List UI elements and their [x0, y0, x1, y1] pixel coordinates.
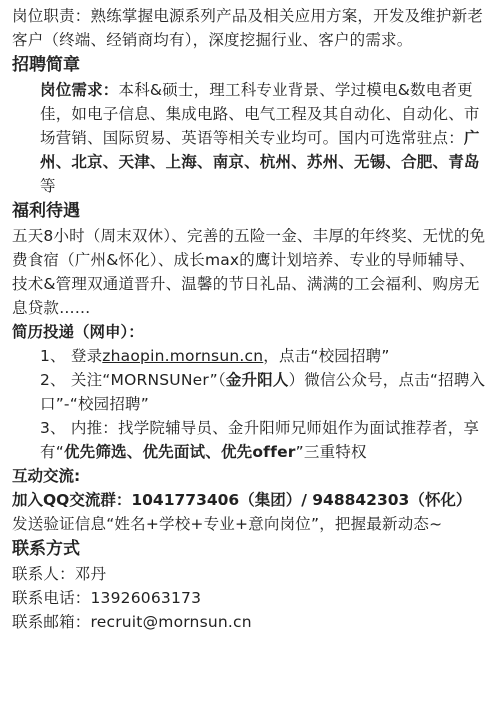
job-duty-paragraph	[12, 4, 489, 52]
requirement-paragraph	[12, 78, 489, 198]
contact-person: 联系人：邓丹	[12, 565, 107, 583]
verify-line: 发送验证信息“姓名+学校+专业+意向岗位”，把握最新动态~	[12, 515, 443, 533]
apply-item-1-prefix: 1、 登录	[40, 347, 103, 365]
apply-item-1-suffix: ，点击“校园招聘”	[263, 347, 390, 365]
qq-group-line: 加入QQ交流群：1041773406（集团）/ 948842303（怀化）	[12, 491, 472, 509]
contact-email: 联系邮箱：recruit@mornsun.cn	[12, 613, 252, 631]
recruitment-document	[0, 4, 499, 713]
city-list-suffix: 等	[40, 177, 56, 195]
apply-item-3-prefix: 3、 内推：找学院辅导员、金升阳师兄师姐作为面试推荐者，享有“	[40, 419, 480, 461]
contact-heading: 联系方式	[12, 539, 80, 559]
zhaopin-link[interactable]: zhaopin.mornsun.cn	[102, 347, 264, 365]
apply-item-1	[12, 344, 489, 368]
apply-item-2	[12, 368, 489, 416]
requirement-label: 岗位需求：	[40, 81, 119, 99]
job-duty-text: 熟练掌握电源系列产品及相关应用方案，开发及维护新老客户（终端、经销商均有），深度挖掘行业、客户的需求。	[12, 7, 484, 49]
apply-item-3-bold: 优先筛选、优先面试、优先offer	[63, 443, 296, 461]
job-duty-label: 岗位职责：	[12, 7, 91, 25]
welfare-heading: 福利待遇	[12, 201, 80, 221]
recruit-heading: 招聘简章	[12, 55, 80, 75]
city-list: 广州、北京、天津、上海、南京、杭州、苏州、无锡、合肥、青岛	[40, 129, 480, 171]
apply-item-3-suffix: ”三重特权	[295, 443, 367, 461]
apply-item-2-bold: 金升阳人	[225, 371, 289, 389]
contact-phone: 联系电话：13926063173	[12, 589, 202, 607]
requirement-text: 本科&硕士，理工科专业背景、学过模电&数电者更佳，如电子信息、集成电路、电气工程及其自动化、自动化、市场营销、国际贸易、英语等相关专业均可。国内可选常驻点：	[40, 81, 480, 147]
apply-item-2-prefix: 2、 关注“MORNSUNer”（	[40, 371, 226, 389]
apply-heading: 简历投递（网申）：	[12, 323, 144, 341]
interact-heading: 互动交流:	[12, 467, 81, 485]
apply-item-2-suffix: ）微信公众号，点击“招聘入口”-“校园招聘”	[40, 371, 486, 413]
welfare-text: 五天8小时（周末双休）、完善的五险一金、丰厚的年终奖、无忧的免费食宿（广州&怀化）、成长max的鹰计划培养、专业的导师辅导、技术&管理双通道晋升、温馨的节日礼品、满满的工会福利、购房无息贷款……	[12, 227, 486, 317]
apply-item-3	[12, 416, 489, 464]
